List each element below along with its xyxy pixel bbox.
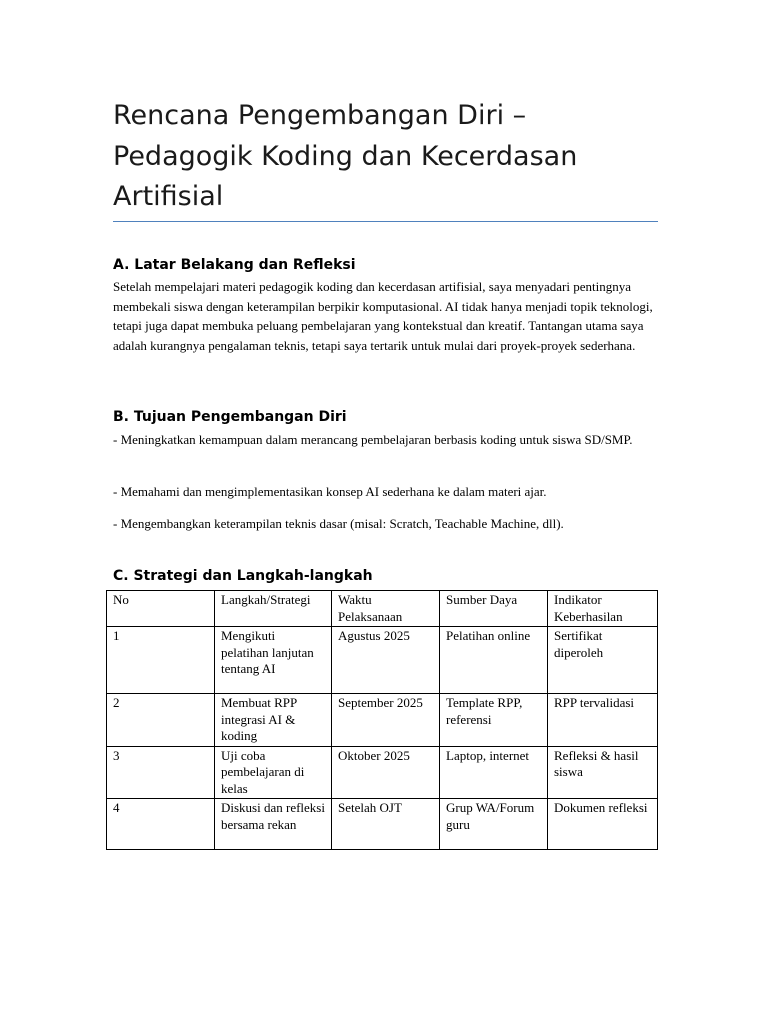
cell-indikator: Dokumen refleksi <box>548 799 658 850</box>
table-row <box>107 627 658 694</box>
cell-waktu: September 2025 <box>332 694 440 747</box>
cell-sumber: Template RPP, referensi <box>440 694 548 747</box>
table-row <box>107 746 658 799</box>
cell-langkah: Mengikuti pelatihan lanjutan tentang AI <box>215 627 332 694</box>
goal-item-3: - Mengembangkan keterampilan teknis dasar (misal: Scratch, Teachable Machine, dll). <box>113 516 564 531</box>
header-indikator: Indikator Keberhasilan <box>548 591 658 627</box>
table-row <box>107 694 658 747</box>
section-a-heading: A. Latar Belakang dan Refleksi <box>113 257 356 273</box>
table-row <box>107 799 658 850</box>
cell-indikator: RPP tervalidasi <box>548 694 658 747</box>
cell-sumber: Grup WA/Forum guru <box>440 799 548 850</box>
cell-sumber: Laptop, internet <box>440 746 548 799</box>
cell-no: 1 <box>107 627 215 694</box>
title-divider <box>113 221 658 222</box>
section-c-heading: C. Strategi dan Langkah-langkah <box>113 568 373 584</box>
page-title: Rencana Pengembangan Diri – Pedagogik Koding dan Kecerdasan Artifisial <box>113 100 578 212</box>
strategy-table <box>106 590 658 850</box>
header-sumber: Sumber Daya <box>440 591 548 627</box>
cell-indikator: Refleksi & hasil siswa <box>548 746 658 799</box>
section-b-heading: B. Tujuan Pengembangan Diri <box>113 409 347 425</box>
goal-item-1: - Meningkatkan kemampuan dalam merancang pembelajaran berbasis koding untuk siswa SD/SMP. <box>113 432 633 447</box>
section-a-paragraph: Setelah mempelajari materi pedagogik koding dan kecerdasan artifisial, saya menyadari pentingnya membekali siswa dengan keterampilan berpikir komputasional. AI tidak hanya menjadi topik teknologi, tetapi juga dapat membuka peluang pembelajaran yang kontekstual dan kreatif. Tantangan utama saya adalah kurangnya pengalaman teknis, tetapi saya tertarik untuk mulai dari proyek-proyek sederhana. <box>113 279 653 353</box>
table-header-row <box>107 591 658 627</box>
header-no: No <box>107 591 215 627</box>
cell-no: 3 <box>107 746 215 799</box>
cell-waktu: Setelah OJT <box>332 799 440 850</box>
cell-indikator: Sertifikat diperoleh <box>548 627 658 694</box>
cell-no: 2 <box>107 694 215 747</box>
cell-waktu: Oktober 2025 <box>332 746 440 799</box>
header-langkah: Langkah/Strategi <box>215 591 332 627</box>
cell-langkah: Uji coba pembelajaran di kelas <box>215 746 332 799</box>
cell-langkah: Diskusi dan refleksi bersama rekan <box>215 799 332 850</box>
cell-waktu: Agustus 2025 <box>332 627 440 694</box>
goal-item-2: - Memahami dan mengimplementasikan konsep AI sederhana ke dalam materi ajar. <box>113 484 547 499</box>
header-waktu: Waktu Pelaksanaan <box>332 591 440 627</box>
cell-sumber: Pelatihan online <box>440 627 548 694</box>
cell-langkah: Membuat RPP integrasi AI & koding <box>215 694 332 747</box>
cell-no: 4 <box>107 799 215 850</box>
